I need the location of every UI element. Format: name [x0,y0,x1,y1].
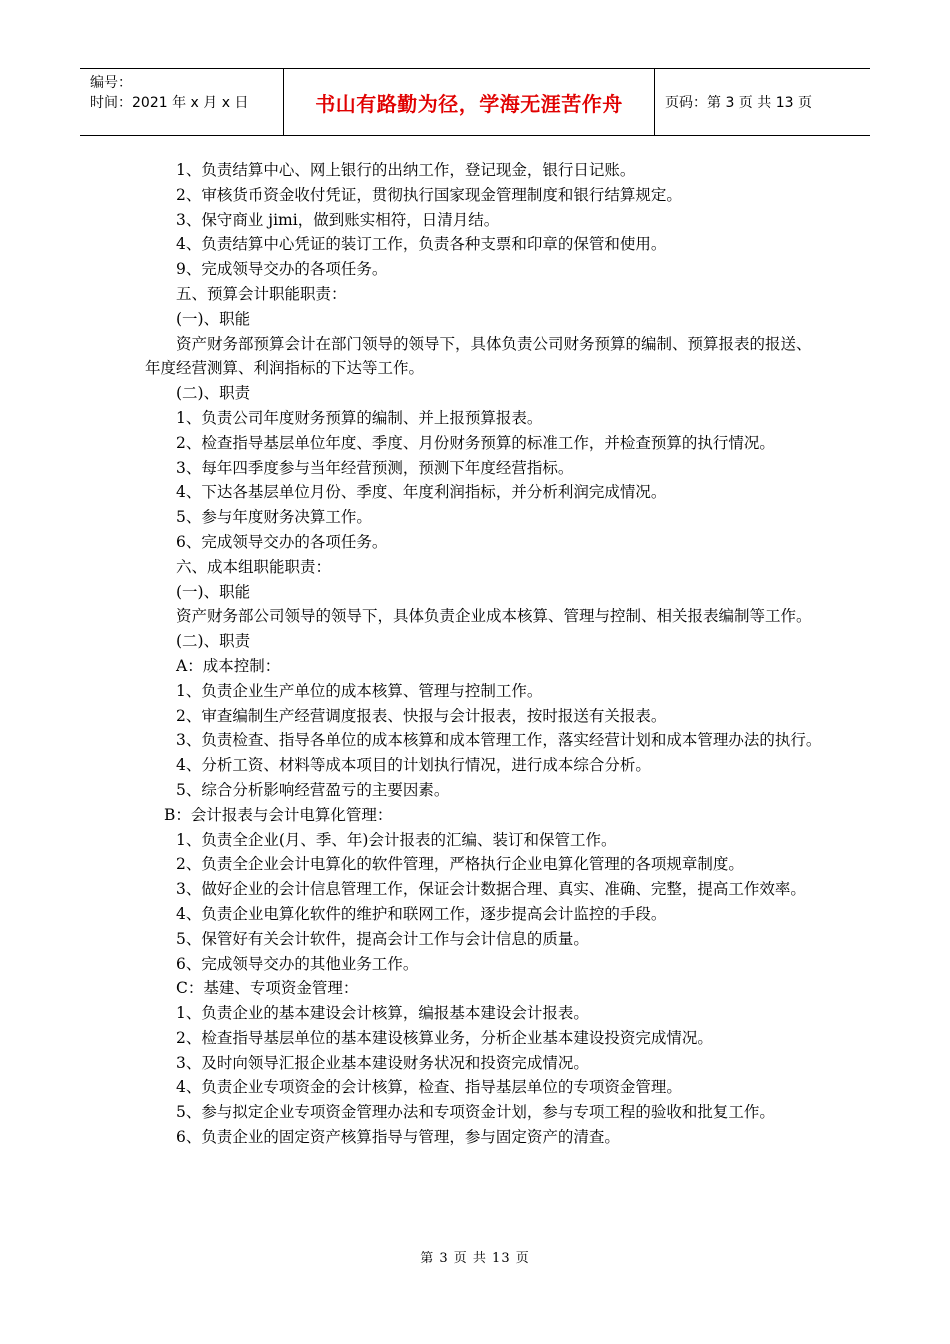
paragraph: 2、检查指导基层单位的基本建设核算业务，分析企业基本建设投资完成情况。 [176,1028,713,1047]
motto-text: 书山有路勤为径，学海无涯苦作舟 [315,91,623,116]
section-heading: 五、预算会计职能职责： [176,284,347,303]
paragraph: 5、参与拟定企业专项资金管理办法和专项资金计划，参与专项工程的验收和批复工作。 [176,1103,775,1122]
page-footer: 第 3 页 共 13 页 [420,1251,530,1266]
paragraph: 2、审核货币资金收付凭证，贯彻执行国家现金管理制度和银行结算规定。 [176,185,682,204]
paragraph: 4、下达各基层单位月份、季度、年度利润指标，并分析利润完成情况。 [176,483,667,502]
paragraph: 4、分析工资、材料等成本项目的计划执行情况，进行成本综合分析。 [176,756,651,775]
date-line: 时间：2021 年 x 月 x 日 [90,95,249,111]
paragraph: 资产财务部预算会计在部门领导的领导下，具体负责公司财务预算的编制、预算报表的报送、年度经营测算、利润指标的下达等工作。 [145,334,812,378]
paragraph: 2、负责全企业会计电算化的软件管理，严格执行企业电算化管理的各项规章制度。 [176,855,744,874]
paragraph: 3、每年四季度参与当年经营预测，预测下年度经营指标。 [176,458,574,477]
header-table [80,68,870,136]
paragraph: 2、审查编制生产经营调度报表、快报与会计报表，按时报送有关报表。 [176,706,667,725]
paragraph: 9、完成领导交办的各项任务。 [176,260,388,279]
paragraph: 1、负责企业生产单位的成本核算、管理与控制工作。 [176,681,543,700]
subsection-heading: (一)、职能 [176,309,251,328]
paragraph: 2、检查指导基层单位年度、季度、月份财务预算的标准工作，并检查预算的执行情况。 [176,433,775,452]
header-motto-cell [283,69,655,135]
subsection-heading: C：基建、专项资金管理： [176,979,359,998]
paragraph: 3、负责检查、指导各单位的成本核算和成本管理工作，落实经营计划和成本管理办法的执行。 [176,731,822,750]
paragraph: 6、完成领导交办的其他业务工作。 [176,954,419,973]
paragraph: 3、做好企业的会计信息管理工作，保证会计数据合理、真实、准确、完整，提高工作效率。 [176,880,806,899]
subsection-heading: B：会计报表与会计电算化管理： [164,805,393,824]
paragraph: 资产财务部公司领导的领导下，具体负责企业成本核算、管理与控制、相关报表编制等工作。 [176,607,812,626]
paragraph: 1、负责全企业(月、季、年)会计报表的汇编、装订和保管工作。 [176,830,617,849]
document-body [145,158,825,1150]
paragraph: 4、负责结算中心凭证的装订工作，负责各种支票和印章的保管和使用。 [176,235,667,254]
paragraph: 1、负责结算中心、网上银行的出纳工作，登记现金，银行日记账。 [176,161,636,179]
page-code: 页码：第 3 页 共 13 页 [665,95,812,111]
paragraph: 1、负责公司年度财务预算的编制、并上报预算报表。 [176,408,543,427]
paragraph: 5、保管好有关会计软件，提高会计工作与会计信息的质量。 [176,929,589,948]
paragraph: 1、负责企业的基本建设会计核算，编报基本建设会计报表。 [176,1004,589,1023]
subsection-heading: (二)、职责 [176,384,251,403]
header-left-cell [80,69,283,135]
paragraph: 4、负责企业电算化软件的维护和联网工作，逐步提高会计监控的手段。 [176,904,667,923]
paragraph: 5、参与年度财务决算工作。 [176,508,372,527]
subsection-heading: A：成本控制： [176,656,281,675]
paragraph: 6、完成领导交办的各项任务。 [176,532,388,551]
header-page-cell [655,69,870,135]
paragraph: 3、及时向领导汇报企业基本建设财务状况和投资完成情况。 [176,1053,589,1072]
subsection-heading: (一)、职能 [176,582,251,601]
paragraph: 6、负责企业的固定资产核算指导与管理，参与固定资产的清查。 [176,1128,620,1147]
paragraph: 4、负责企业专项资金的会计核算，检查、指导基层单位的专项资金管理。 [176,1078,682,1097]
section-heading: 六、成本组职能职责： [176,557,332,576]
subsection-heading: (二)、职责 [176,632,251,651]
paragraph: 3、保守商业 jimi，做到账实相符，日清月结。 [176,210,500,229]
paragraph: 5、综合分析影响经营盈亏的主要因素。 [176,780,450,799]
number-label: 编号： [90,75,132,91]
